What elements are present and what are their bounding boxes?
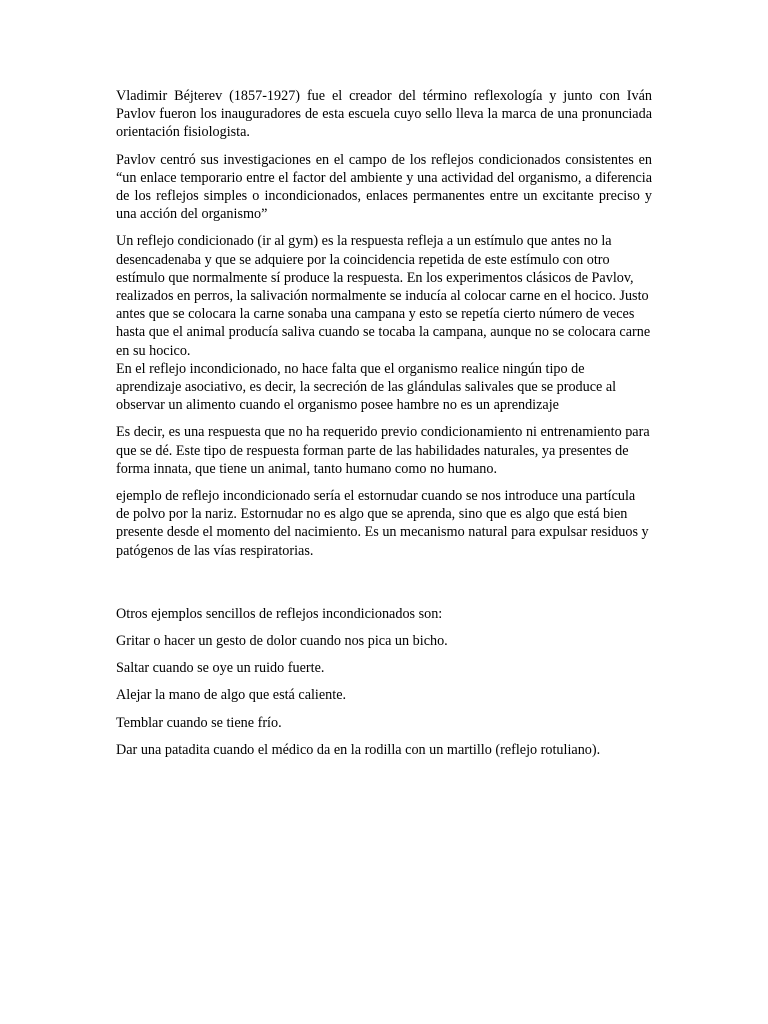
example-item: Saltar cuando se oye un ruido fuerte. bbox=[116, 660, 325, 677]
paragraph-unconditioned-reflex: En el reflejo incondicionado, no hace falta que el organismo realice ningún tipo de aprendizaje asociativo, es decir, la secreción de las glándulas salivales que se produce al observar un alimento cuando el organismo posee hambre no es un aprendizaje bbox=[116, 360, 617, 414]
paragraph-pavlov: Pavlov centró sus investigaciones en el campo de los reflejos condicionados consistentes en “un enlace temporario entre el factor del ambiente y una actividad del organismo, a diferencia de los reflejos simples o incondicionados, enlaces permanentes entre un excitante preciso y una acción del organismo” bbox=[116, 151, 652, 223]
paragraph-sneeze-example: ejemplo de reflejo incondicionado sería el estornudar cuando se nos introduce una partícula de polvo por la nariz. Estornudar no es algo que se aprenda, sino que es algo que está bien presente desde el momento del nacimiento. Es un mecanismo natural para expulsar residuos y patógenos de las vías respiratorias. bbox=[116, 488, 649, 559]
paragraph-conditioned-reflex: Un reflejo condicionado (ir al gym) es la respuesta refleja a un estímulo que antes no la desencadenaba y que se adquiere por la coincidencia repetida de este estímulo con otro estímulo que normalmente sí produce la respuesta. En los experimentos clásicos de Pavlov, realizados en perros, la salivación normalmente se inducía al colocar carne en el hocico. Justo antes que se colocara la carne sonaba una campana y esto se repetía cierto número de veces hasta que el animal producía saliva cuando se tocaba la campana, aunque no se colocara carne en su hocico. bbox=[116, 233, 651, 359]
example-item: Dar una patadita cuando el médico da en la rodilla con un martillo (reflejo rotuliano). bbox=[116, 741, 601, 758]
paragraph-innate-response: Es decir, es una respuesta que no ha requerido previo condicionamiento ni entrenamiento para que se dé. Este tipo de respuesta forman parte de las habilidades naturales, ya presentes de forma innata, que tiene un animal, tanto humano como no humano. bbox=[116, 424, 650, 477]
document-page bbox=[116, 87, 652, 768]
example-item: Gritar o hacer un gesto de dolor cuando nos pica un bicho. bbox=[116, 633, 448, 650]
example-item: Alejar la mano de algo que está caliente. bbox=[116, 687, 347, 704]
paragraph-bejterev: Vladimir Béjterev (1857-1927) fue el creador del término reflexología y junto con Iván Pavlov fueron los inauguradores de esta escuela cuyo sello lleva la marca de una pronunciada orientación fisiologista. bbox=[116, 88, 652, 141]
example-item: Temblar cuando se tiene frío. bbox=[116, 714, 282, 731]
blank-space bbox=[116, 569, 652, 605]
examples-intro: Otros ejemplos sencillos de reflejos incondicionados son: bbox=[116, 605, 443, 622]
